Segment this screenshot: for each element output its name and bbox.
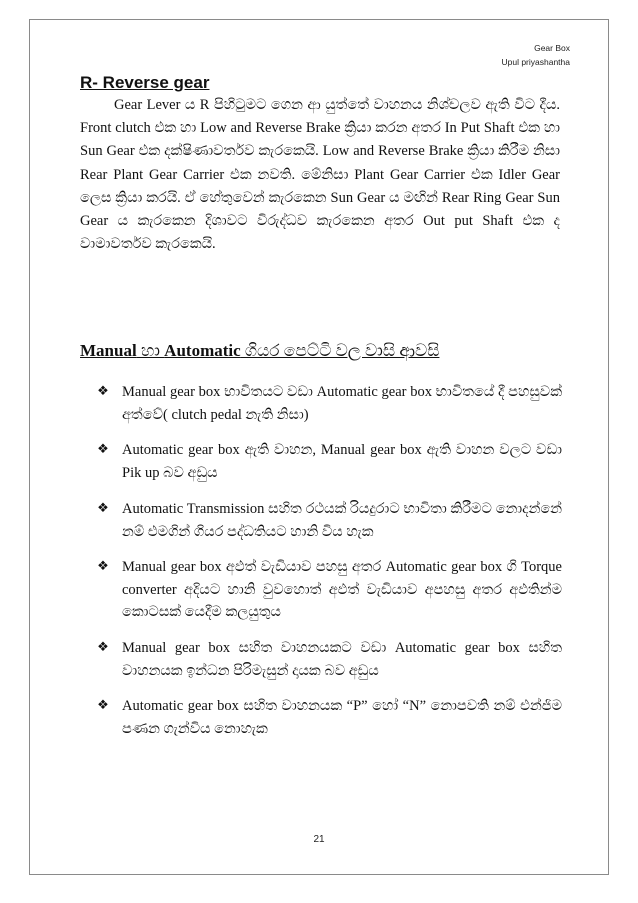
list-item-text: Manual gear box අඵත් වැඩියාව පහසු අතර Automatic gear box ගි Torque converter අදියට හානි වුවහොත් අඵත් වැඩියාව අපහසු අතර අඵතින්ම කොටසක් යෙදීම කලයුතුය xyxy=(122,559,562,620)
list-item-text: Manual gear box භාවිතයට වඩා Automatic gear box භාවිතයේ දී පහසුවක් අත්වේ( clutch pedal නැති නිසා) xyxy=(122,384,562,423)
bullet-diamond-icon: ❖ xyxy=(97,698,109,713)
reverse-gear-paragraph-text: Gear Lever ය R පිහිටුමට ගෙන ආ යුත්තේ වාහනය නිශ්චලව ඇති විට දීය. Front clutch එක හා Low and Reverse Brake ක්‍රියා කරන අතර In Put Shaft එක හා Sun Gear එක දක්ෂිණාවර්තව කැරකෙයි. Low and Reverse Brake ක්‍රියා කිරීම නිසා Rear Plant Gear Carrier එක නවති. මේනිසා Plant Gear Carrier එක Idler Gear ලෙස ක්‍රියා කරයි. ඒ හේතුවෙන් කැරකෙන Sun Gear ය මඟින් Rear Ring Gear Sun Gear ය කැරකෙන දිශාවට විරුද්ධව කැරකෙන අතර Out put Shaft එක ද වාමාවර්තව කැරකෙයි. xyxy=(80,97,560,253)
heading-and: හා xyxy=(136,341,165,360)
reverse-gear-paragraph xyxy=(80,94,560,256)
section-heading-manual-vs-automatic xyxy=(80,341,439,361)
list-item-text: Automatic gear box ඇති වාහන, Manual gear box ඇති වාහන වලට වඩා Pik up බව අඩුය xyxy=(122,442,562,481)
heading-rest: ගියර පෙට්ටි වල වාසි ආවසි xyxy=(240,341,440,360)
heading-manual: Manual xyxy=(80,341,137,360)
section-heading-reverse-gear: R- Reverse gear xyxy=(80,73,210,92)
bullet-diamond-icon: ❖ xyxy=(97,559,109,574)
page-header xyxy=(501,41,570,69)
list-item-text: Automatic Transmission සහිත රථයක් රියදුරාට භාවිතා කිරීමට නොදන්නේ නම් එමගින් ගියර පද්ධතියට හානි විය හැක xyxy=(122,501,562,540)
heading-automatic: Automatic xyxy=(164,341,241,360)
page-number: 21 xyxy=(313,834,325,845)
header-author: Upul priyashantha xyxy=(501,57,570,67)
bullet-diamond-icon: ❖ xyxy=(97,640,109,655)
bullet-diamond-icon: ❖ xyxy=(97,384,109,399)
bullet-diamond-icon: ❖ xyxy=(97,501,109,516)
list-item-text: Manual gear box සහිත වාහනයකට වඩා Automatic gear box සහිත වාහනයක ඉන්ධන පිරිමැසුන් දායක බව අඩුය xyxy=(122,640,562,679)
bullet-diamond-icon: ❖ xyxy=(97,442,109,457)
header-title: Gear Box xyxy=(534,43,570,53)
list-item-text: Automatic gear box සහිත වාහනයක “P” හෝ “N” නොපවති නම් එන්ජිම පණන ගැන්විය නොහැක xyxy=(122,698,562,737)
